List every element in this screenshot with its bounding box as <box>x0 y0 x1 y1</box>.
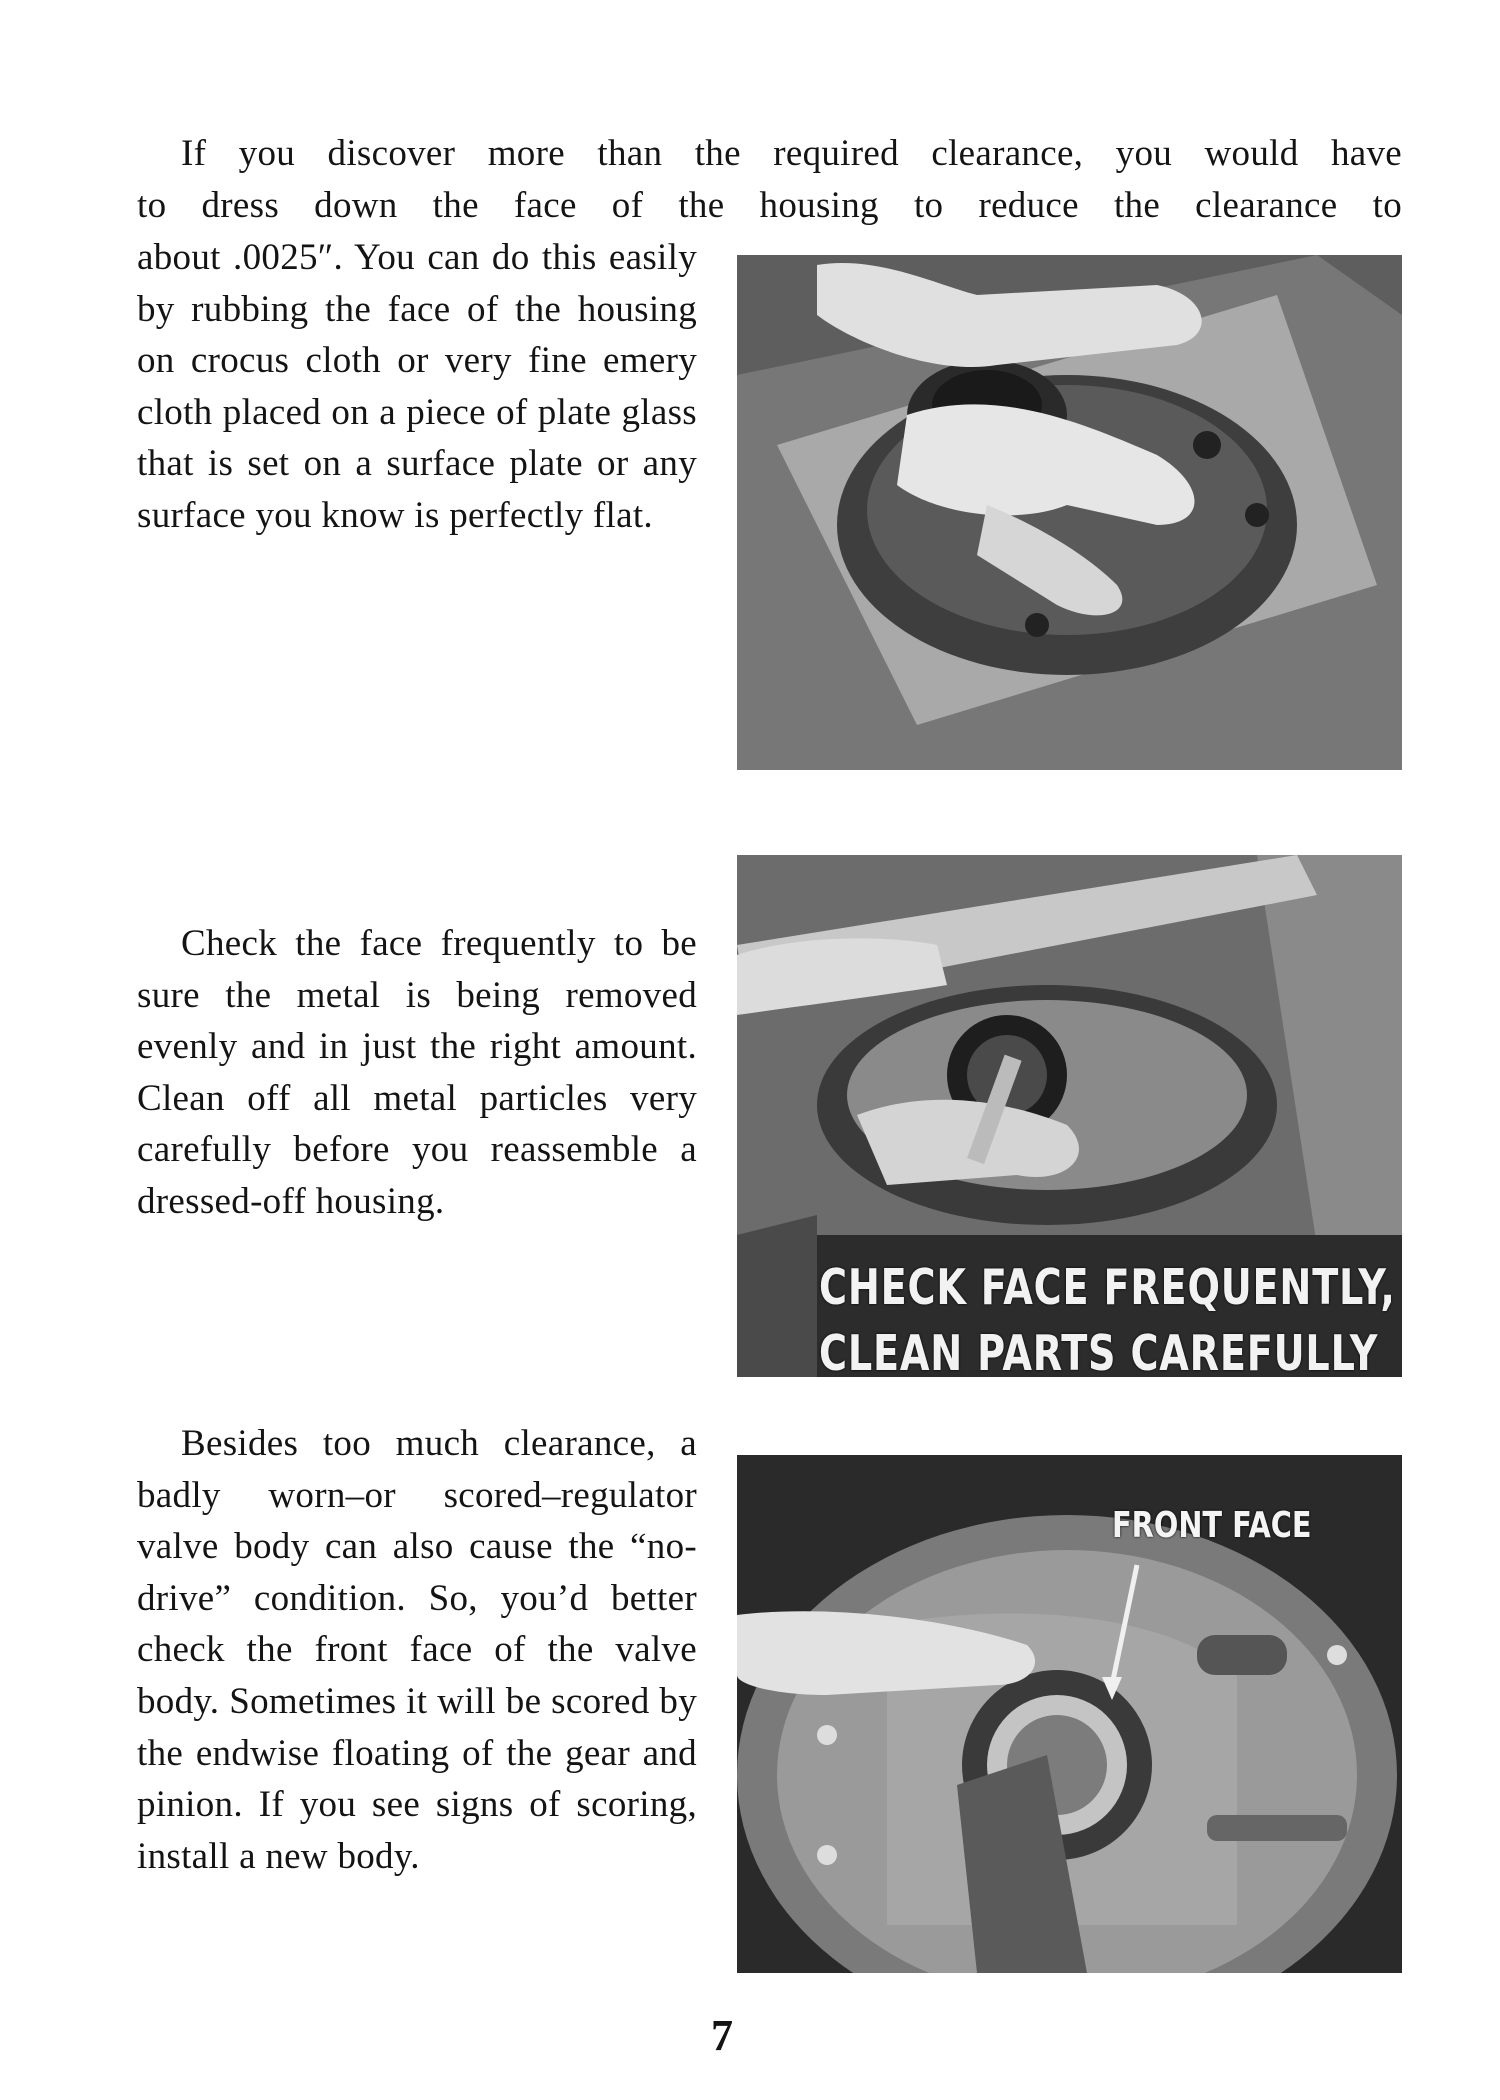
paragraph-3: Besides too much clearance, a badly worn–or scored–regulator valve body can also cause the “no-drive” condition. So, you’d better check the front face of the valve body. Sometimes it will be scored by the endwise floating of the gear and pinion. If you see signs of scoring, install a new body. <box>137 1423 697 1877</box>
caption-line-1: CHECK FACE FREQUENTLY, <box>819 1259 1396 1316</box>
photo-caption <box>819 1255 1396 1377</box>
photo-check-face <box>737 855 1402 1377</box>
photo-housing-on-cloth <box>737 255 1402 770</box>
page-number: 7 <box>711 2011 733 2060</box>
paragraph-1-line-1: If you discover more than the required clearance, you would have <box>181 133 1402 174</box>
front-face-label: FRONT FACE <box>1112 1505 1312 1546</box>
caption-line-2: CLEAN PARTS CAREFULLY <box>819 1325 1379 1377</box>
paragraph-2: Check the face frequently to be sure the metal is being removed evenly and in just the right amount. Clean off all metal particles very carefully before you reassemble a dressed-off housing. <box>137 923 697 1222</box>
photo-valve-body-front-face <box>737 1455 1402 1973</box>
paragraph-1-continued: about .0025″. You can do this easily by rubbing the face of the housing on crocus cloth or very fine emery cloth placed on a piece of plate glass that is set on a surface plate or any surface you know is perfectly flat. <box>137 237 697 536</box>
paragraph-1-line-2: to dress down the face of the housing to reduce the clearance to <box>137 185 1402 226</box>
